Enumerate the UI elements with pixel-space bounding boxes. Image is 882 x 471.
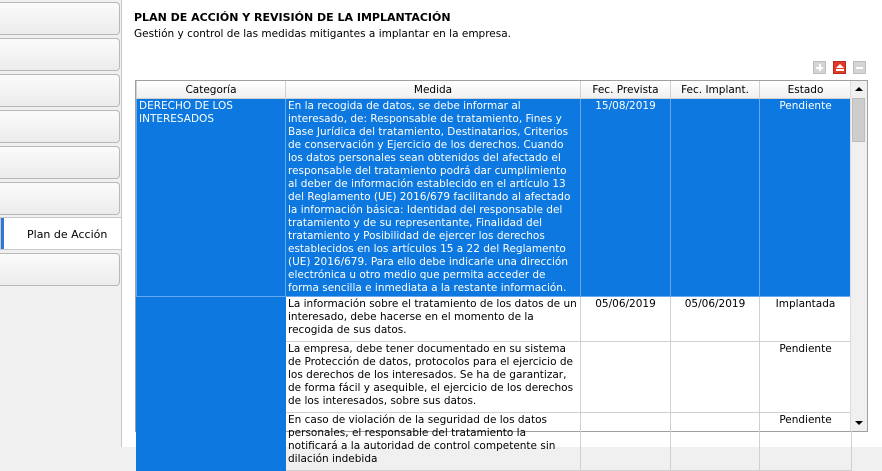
cell-medida[interactable]: En la recogida de datos, se debe informar al interesado, de: Responsable de tratamiento, Fines y Base Jurídica del tratamiento, Destinatarios, Criterios de conservación y Ejercicio de los derechos. Cuando los datos personales sean obtenidos del afectado el responsable del tratamiento podrá dar cumplimiento al deber de información establecido en el artículo 13 del Reglamento (UE) 2016/679 facilitando al afectado la información básica: Identidad del responsable del tratamiento y de su representante, Finalidad del tratamiento y Posibilidad de ejercer los derechos establecidos en los artículos 15 a 22 del Reglamento (UE) 2016/679. Para ello debe indicarle una dirección electrónica u otro medio que permita acceder de forma sencilla e inmediata a la restante información. xyxy=(286,99,581,297)
scroll-up-arrow-icon[interactable] xyxy=(851,81,867,97)
table-header-row xyxy=(137,81,852,99)
cell-estado[interactable]: Pendiente xyxy=(760,99,852,297)
column-header-estado[interactable]: Estado xyxy=(760,81,852,99)
cell-fec-prevista[interactable] xyxy=(581,342,671,413)
sidebar-tab-2[interactable] xyxy=(0,38,120,71)
sidebar-tab-3[interactable] xyxy=(0,74,120,107)
column-header-fec-prevista[interactable]: Fec. Prevista xyxy=(581,81,671,99)
sidebar-tab-4[interactable] xyxy=(0,110,120,143)
column-header-fec-implant[interactable]: Fec. Implant. xyxy=(671,81,760,99)
cell-categoria[interactable] xyxy=(137,297,286,471)
sidebar-tab-6[interactable] xyxy=(0,182,120,215)
cell-categoria[interactable]: DERECHO DE LOS INTERESADOS xyxy=(137,99,286,297)
sidebar-tab-5[interactable] xyxy=(0,146,120,179)
table-row[interactable] xyxy=(137,297,852,342)
plus-icon[interactable] xyxy=(813,61,826,74)
cell-fec-implant[interactable] xyxy=(671,413,760,471)
sidebar-tab-label: Plan de Acción xyxy=(27,228,108,241)
sidebar-tab-plan-de-accion[interactable] xyxy=(0,217,123,250)
sidebar-tab-1[interactable] xyxy=(0,2,120,35)
cell-fec-implant[interactable] xyxy=(671,342,760,413)
column-header-medida[interactable]: Medida xyxy=(286,81,581,99)
cell-fec-implant[interactable] xyxy=(671,99,760,297)
main-panel xyxy=(121,0,882,465)
sidebar xyxy=(0,0,122,447)
scroll-thumb[interactable] xyxy=(852,98,865,142)
column-header-categoria[interactable]: Categoría xyxy=(137,81,286,99)
page-title: PLAN DE ACCIÓN Y REVISIÓN DE LA IMPLANTACIÓN xyxy=(134,11,451,24)
minus-icon[interactable] xyxy=(853,61,866,74)
cell-fec-prevista[interactable] xyxy=(581,413,671,471)
cell-estado[interactable]: Pendiente xyxy=(760,413,852,471)
cell-medida[interactable]: La empresa, debe tener documentado en su sistema de Protección de datos, protocolos para el ejercicio de los derechos de los interesados. Se ha de garantizar, de forma fácil y asequible, el ejercicio de los derechos de los interesados, sobre sus datos. xyxy=(286,342,581,413)
cell-estado[interactable]: Implantada xyxy=(760,297,852,342)
move-up-icon[interactable] xyxy=(833,61,846,74)
scroll-down-arrow-icon[interactable] xyxy=(851,415,867,431)
cell-medida[interactable]: La información sobre el tratamiento de los datos de un interesado, debe hacerse en el momento de la recogida de sus datos. xyxy=(286,297,581,342)
cell-fec-prevista[interactable]: 05/06/2019 xyxy=(581,297,671,342)
page-subtitle: Gestión y control de las medidas mitigantes a implantar en la empresa. xyxy=(134,28,512,40)
cell-fec-implant[interactable]: 05/06/2019 xyxy=(671,297,760,342)
cell-estado[interactable]: Pendiente xyxy=(760,342,852,413)
vertical-scrollbar[interactable] xyxy=(850,81,867,431)
cell-fec-prevista[interactable]: 15/08/2019 xyxy=(581,99,671,297)
action-plan-table xyxy=(136,81,852,471)
action-plan-grid xyxy=(135,80,868,465)
sidebar-tab-8[interactable] xyxy=(0,253,120,286)
table-row[interactable] xyxy=(137,99,852,297)
cell-medida[interactable]: En caso de violación de la seguridad de los datos personales, el responsable del tratamiento la notificará a la autoridad de control competente sin dilación indebida xyxy=(286,413,581,471)
